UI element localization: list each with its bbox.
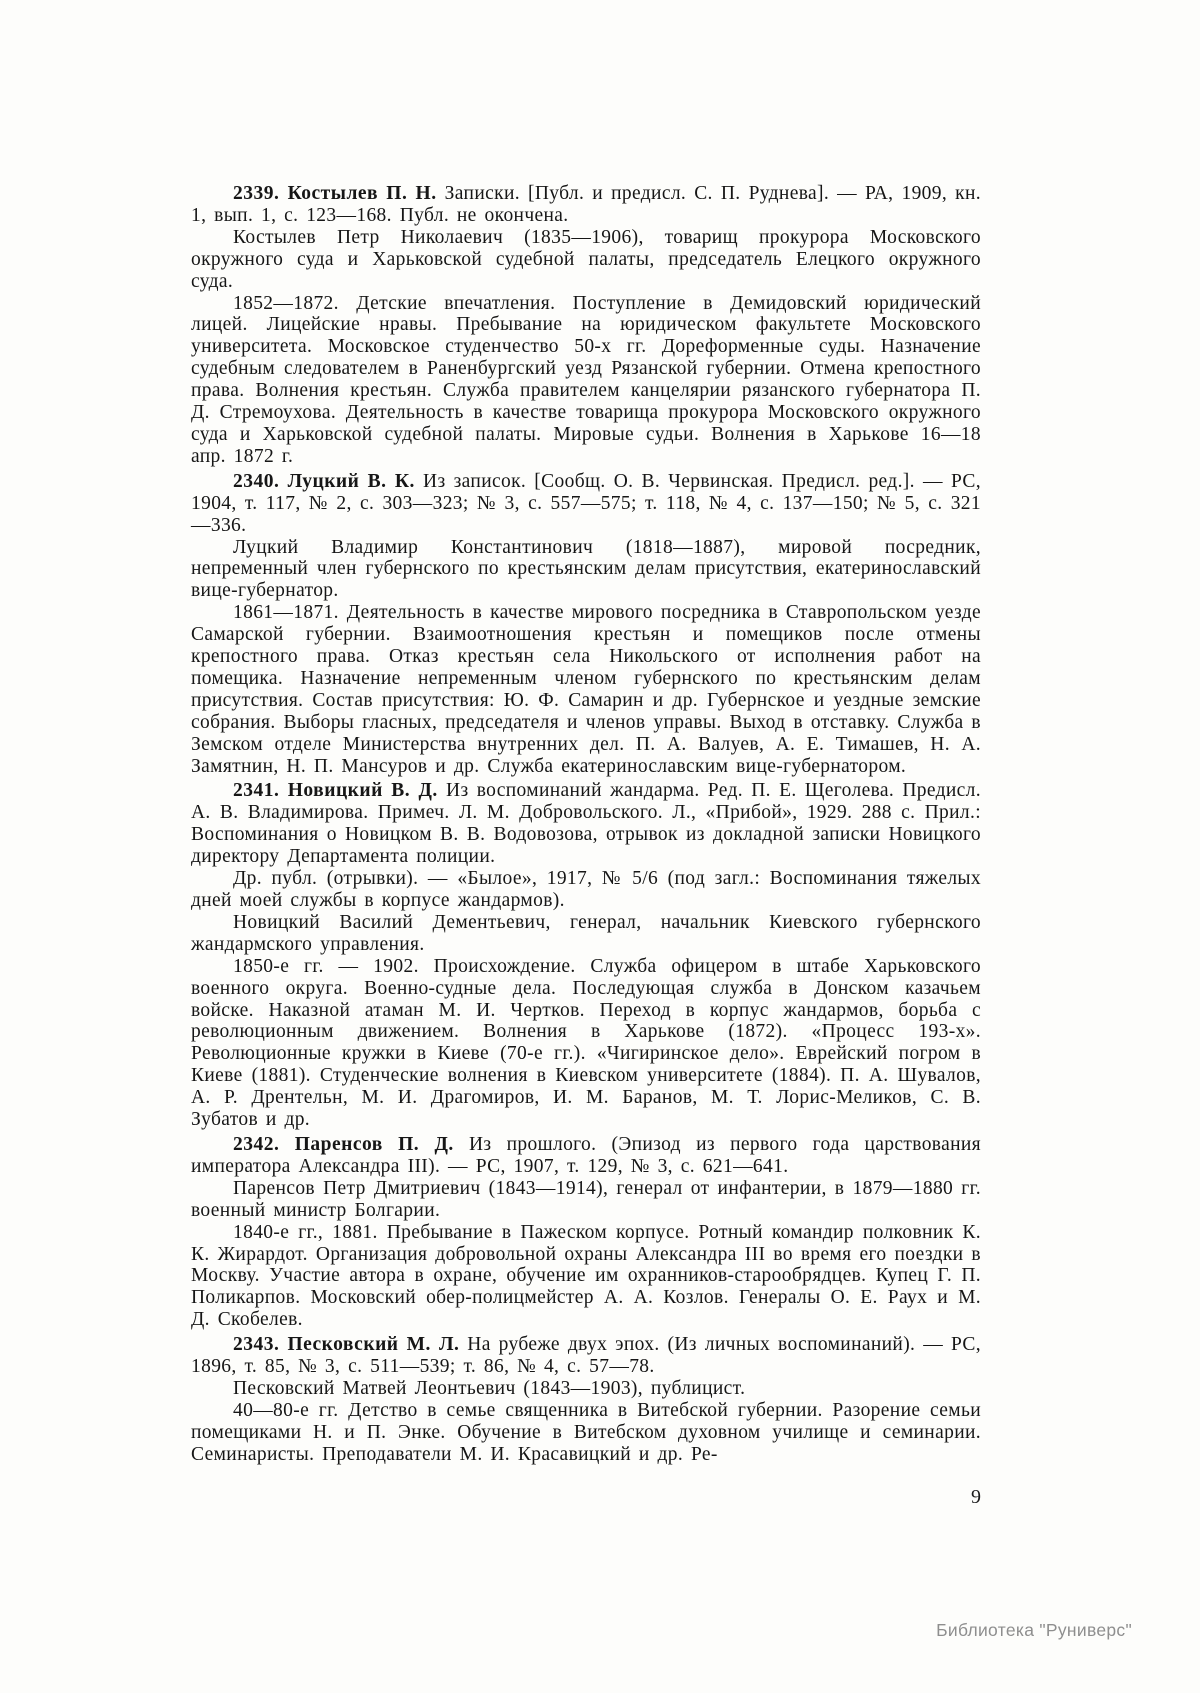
bibliography-entry [191,780,981,1131]
entry-paragraph: Паренсов Петр Дмитриевич (1843—1914), генерал от инфантерии, в 1879—1880 гг. военный министр Болгарии. [191,1177,981,1221]
entry-citation-text: Из прошлого. (Эпизод из первого года царствования императора Александра III). — РС, 1907, т. 129, № 3, с. 621—641. [191,1133,981,1177]
entry-paragraph: Костылев Петр Николаевич (1835—1906), товарищ прокурора Московского окружного суда и Харьковской судебной палаты, председатель Елецкого окружного суда. [191,226,981,292]
page-number: 9 [971,1486,981,1508]
entry-citation-text: На рубеже двух эпох. (Из личных воспоминаний). — РС, 1896, т. 85, № 3, с. 511—539; т. 86, № 4, с. 57—78. [191,1334,981,1378]
entry-citation-text: Из записок. [Сообщ. О. В. Червинская. Предисл. ред.]. — РС, 1904, т. 117, № 2, с. 303—323; № 3, с. 557—575; т. 118, № 4, с. 137—150; № 5, с. 321—336. [191,470,982,536]
entry-paragraph: Луцкий Владимир Константинович (1818—1887), мировой посредник, непременный член губернского по крестьянским делам присутствия, екатеринославский вице-губернатор. [191,536,981,602]
entry-citation [191,183,981,227]
entry-citation-text: Записки. [Публ. и предисл. С. П. Руднева]. — РА, 1909, кн. 1, вып. 1, с. 123—168. Публ. не окончена. [191,183,981,226]
entry-paragraph: 1850-е гг. — 1902. Происхождение. Служба офицером в штабе Харьковского военного округа. Военно-судные дела. Последующая служба в Донском казачьем войске. Наказной атаман М. И. Чертков. Переход в корпус жандармов, борьба с революционным движением. Волнения в Харькове (1872). «Процесс 193-х». Революционные кружки в Киеве (70-е гг.). «Чигиринское дело». Еврейский погром в Киеве (1881). Студенческие волнения в Киевском университете (1884). П. А. Шувалов, А. Р. Дрентельн, М. И. Драгомиров, И. М. Баранов, М. Т. Лорис-Меликов, С. В. Зубатов и др. [191,955,981,1131]
entry-paragraph: 40—80-е гг. Детство в семье священника в Витебской губернии. Разорение семьи помещиками Н. и П. Энке. Обучение в Витебском духовном училище и семинарии. Семинаристы. Преподаватели М. И. Красавицкий и др. Ре- [191,1399,981,1465]
bibliography-entry [191,471,981,778]
entry-number-and-author: 2341. Новицкий В. Д. [233,780,438,802]
entry-number-and-author: 2343. Песковский М. Л. [233,1334,460,1356]
entry-number-and-author: 2340. Луцкий В. К. [233,470,415,492]
entry-citation [191,780,981,868]
entry-number-and-author: 2342. Паренсов П. Д. [233,1133,454,1155]
bibliography-text-block [191,183,981,1466]
entry-paragraph: Др. публ. (отрывки). — «Былое», 1917, № 5/6 (под загл.: Воспоминания тяжелых дней моей службы в корпусе жандармов). [191,868,981,911]
entry-paragraph: Новицкий Василий Дементьевич, генерал, начальник Киевского губернского жандармского управления. [191,911,981,955]
entry-number-and-author: 2339. Костылев П. Н. [233,183,437,204]
entry-paragraph: Песковский Матвей Леонтьевич (1843—1903), публицист. [233,1377,746,1399]
runivers-library-watermark: Библиотека "Руниверс" [936,1620,1132,1640]
bibliography-entry [191,1334,981,1465]
bibliography-entry [191,1134,981,1331]
entry-paragraph: 1861—1871. Деятельность в качестве мирового посредника в Ставропольском уезде Самарской губернии. Взаимоотношения крестьян и помещиков после отмены крепостного права. Отказ крестьян села Никольского от исполнения работ на помещика. Назначение непременным членом губернского по крестьянским делам присутствия. Состав присутствия: Ю. Ф. Самарин и др. Губернское и уездные земские собрания. Выборы гласных, председателя и членов управы. Выход в отставку. Служба в Земском отделе Министерства внутренних дел. П. А. Валуев, А. Е. Тимашев, Н. А. Замятнин, Н. П. Мансуров и др. Служба екатеринославским вице-губернатором. [191,602,981,777]
entry-paragraph: 1852—1872. Детские впечатления. Поступление в Демидовский юридический лицей. Лицейские нравы. Пребывание на юридическом факультете Московского университета. Московское студенчество 50-х гг. Дореформенные суды. Назначение судебным следователем в Раненбургский уезд Рязанской губернии. Отмена крепостного права. Волнения крестьян. Служба правителем канцелярии рязанского губернатора П. Д. Стремоухова. Деятельность в качестве товарища прокурора Московского окружного суда и Харьковской судебной палаты. Мировые судьи. Волнения в Харькове 16—18 апр. 1872 г. [191,292,981,467]
entry-citation-text: Из воспоминаний жандарма. Ред. П. Е. Щеголева. Предисл. А. В. Владимирова. Примеч. Л. М. Добровольского. Л., «Прибой», 1929. 288 с. Прил.: Воспоминания о Новицком В. В. Водовозова, отрывок из докладной записки Новицкого директору Департамента полиции. [191,780,981,868]
entry-citation [191,471,981,537]
entry-paragraph: 1840-е гг., 1881. Пребывание в Пажеском корпусе. Ротный командир полковник К. К. Жирардот. Организация добровольной охраны Александра III во время его поездки в Москву. Участие автора в охране, обучение им охранников-старообрядцев. Купец Г. П. Поликарпов. Московский обер-полицмейстер А. А. Козлов. Генералы О. Е. Раух и М. Д. Скобелев. [191,1221,981,1331]
entry-citation [191,1134,981,1178]
entry-citation [191,1334,981,1378]
bibliography-entry [191,183,981,468]
